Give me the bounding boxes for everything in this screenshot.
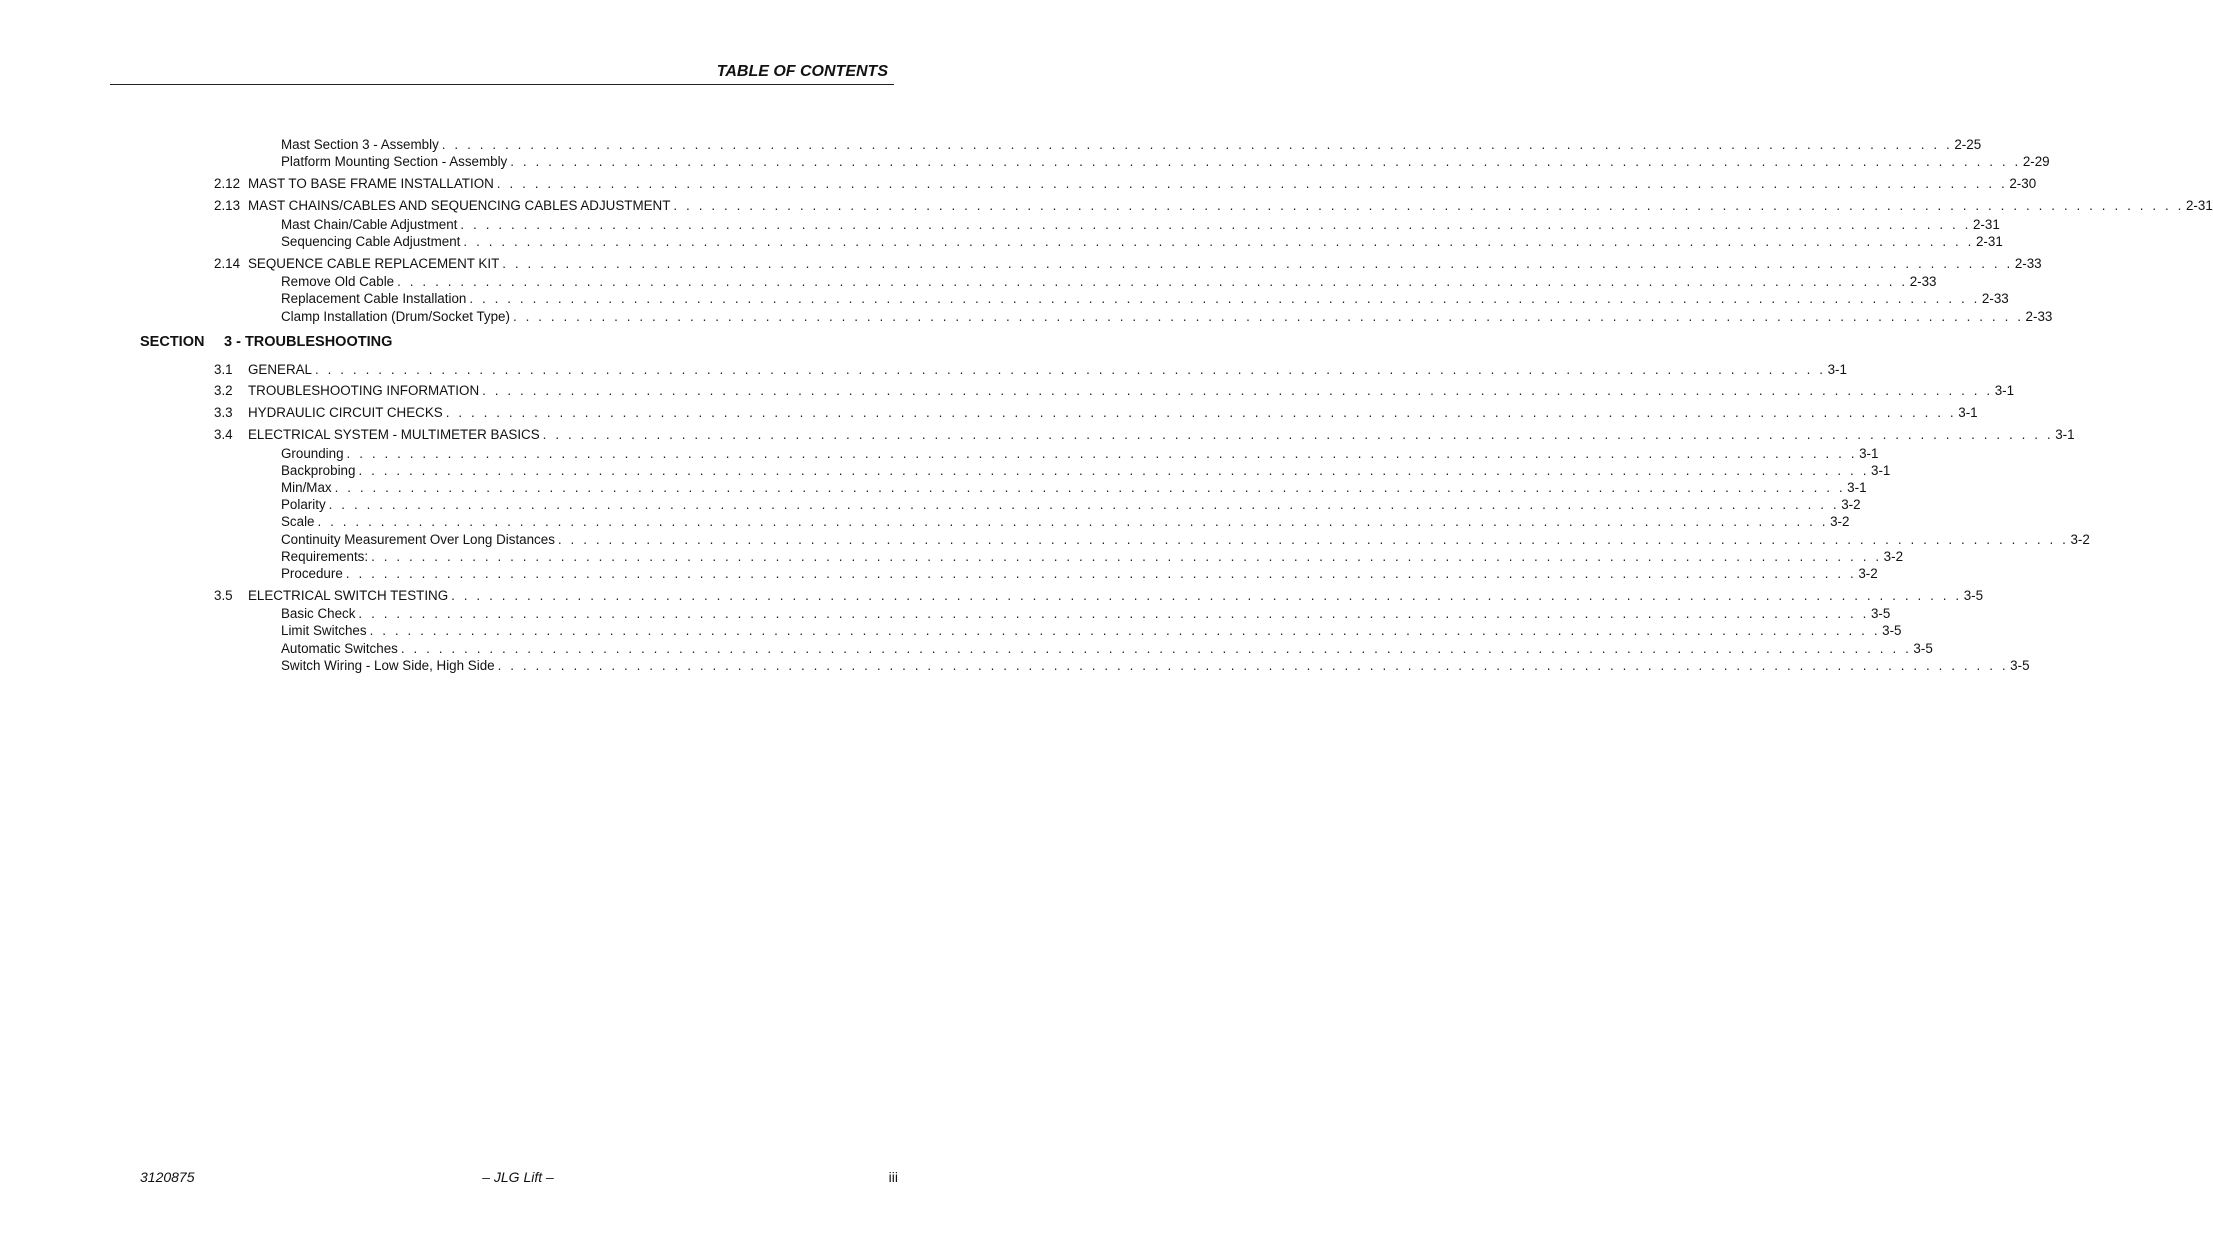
toc-entry-label: Basic Check (281, 606, 356, 621)
footer-page-number: iii (888, 1169, 898, 1185)
toc-entry-page: 3-2 (1830, 514, 1850, 529)
toc-entry-page: 3-2 (2070, 532, 2090, 547)
toc-entry-label: Remove Old Cable (281, 274, 395, 289)
dot-leader: . . . . . . . . . . . . . . . . . . . . . . . . . . . . . . . . . . . . . . . . . . . . . . . . . . . . . . . . . . . . . . . . . . . . . . . . . . . . . . . . . . . . . . . . . . . . . . . . . . . . . . . . . . . . . . . . . . . . . . . . (482, 383, 1993, 398)
toc-entry-label: Procedure (281, 566, 343, 581)
toc-entry (281, 566, 1878, 582)
toc-entry-label: Grounding (281, 446, 344, 461)
toc-entry-page: 3-1 (1847, 480, 1867, 495)
dot-leader: . . . . . . . . . . . . . . . . . . . . . . . . . . . . . . . . . . . . . . . . . . . . . . . . . . . . . . . . . . . . . . . . . . . . . . . . . . . . . . . . . . . . . . . . . . . . . . . . . . . . . . . . . . . . . . . . . . . . . . . . (557, 532, 2069, 547)
toc-entry-label: MAST CHAINS/CABLES AND SEQUENCING CABLES ADJUSTMENT (248, 198, 671, 213)
toc-entry-label: Mast Chain/Cable Adjustment (281, 217, 458, 232)
toc-entry (281, 658, 2030, 674)
toc-entry-number: 2.13 (214, 198, 241, 213)
dot-leader: . . . . . . . . . . . . . . . . . . . . . . . . . . . . . . . . . . . . . . . . . . . . . . . . . . . . . . . . . . . . . . . . . . . . . . . . . . . . . . . . . . . . . . . . . . . . . . . . . . . . . . . . . . . . . . . . . . . . . . . . (451, 588, 1962, 603)
dot-leader: . . . . . . . . . . . . . . . . . . . . . . . . . . . . . . . . . . . . . . . . . . . . . . . . . . . . . . . . . . . . . . . . . . . . . . . . . . . . . . . . . . . . . . . . . . . . . . . . . . . . . . . . . . . . . . . . . . . . . . . . (445, 405, 1957, 420)
toc-entry-page: 3-1 (1871, 463, 1891, 478)
dot-leader: . . . . . . . . . . . . . . . . . . . . . . . . . . . . . . . . . . . . . . . . . . . . . . . . . . . . . . . . . . . . . . . . . . . . . . . . . . . . . . . . . . . . . . . . . . . . . . . . . . . . . . . . . . . . . . . . . . . . . . . . (460, 217, 1971, 232)
toc-entry-page: 2-33 (1909, 274, 1937, 289)
toc-entry-page: 3-5 (1882, 623, 1902, 638)
header-divider (110, 84, 894, 85)
dot-leader: . . . . . . . . . . . . . . . . . . . . . . . . . . . . . . . . . . . . . . . . . . . . . . . . . . . . . . . . . . . . . . . . . . . . . . . . . . . . . . . . . . . . . . . . . . . . . . . . . . . . . . . . . . . . . . . . . . . . . . . . (441, 137, 1953, 152)
toc-entry (281, 480, 1867, 496)
toc-entry-page: 3-1 (1827, 362, 1847, 377)
toc-entry-label: HYDRAULIC CIRCUIT CHECKS (248, 405, 443, 420)
toc-entry (281, 309, 2053, 325)
toc-entry-label: ELECTRICAL SWITCH TESTING (248, 588, 449, 603)
dot-leader: . . . . . . . . . . . . . . . . . . . . . . . . . . . . . . . . . . . . . . . . . . . . . . . . . . . . . . . . . . . . . . . . . . . . . . . . . . . . . . . . . . . . . . . . . . . . . . . . . . . . . . . . . . . . . . . . . . . . . . . . (317, 514, 1829, 529)
dot-leader: . . . . . . . . . . . . . . . . . . . . . . . . . . . . . . . . . . . . . . . . . . . . . . . . . . . . . . . . . . . . . . . . . . . . . . . . . . . . . . . . . . . . . . . . . . . . . . . . . . . . . . . . . . . . . . . . . . . . . . . . (334, 480, 1846, 495)
toc-entry-label: Replacement Cable Installation (281, 291, 467, 306)
toc-entry (281, 274, 1937, 290)
dot-leader: . . . . . . . . . . . . . . . . . . . . . . . . . . . . . . . . . . . . . . . . . . . . . . . . . . . . . . . . . . . . . . . . . . . . . . . . . . . . . . . . . . . . . . . . . . . . . . . . . . . . . . . . . . . . . . . . . . . . . . . . (542, 427, 2054, 442)
dot-leader: . . . . . . . . . . . . . . . . . . . . . . . . . . . . . . . . . . . . . . . . . . . . . . . . . . . . . . . . . . . . . . . . . . . . . . . . . . . . . . . . . . . . . . . . . . . . . . . . . . . . . . . . . . . . . . . . . . . . . . . . (358, 606, 1869, 621)
toc-entry-label: Continuity Measurement Over Long Distances (281, 532, 555, 547)
toc-entry-number: 3.4 (214, 427, 233, 442)
dot-leader: . . . . . . . . . . . . . . . . . . . . . . . . . . . . . . . . . . . . . . . . . . . . . . . . . . . . . . . . . . . . . . . . . . . . . . . . . . . . . . . . . . . . . . . . . . . . . . . . . . . . . . . . . . . . . . . . . . . . . . . . (345, 566, 1857, 581)
toc-entry-label: ELECTRICAL SYSTEM - MULTIMETER BASICS (248, 427, 540, 442)
toc-entry (214, 405, 1978, 421)
toc-entry (281, 446, 1879, 462)
toc-entry-page: 2-33 (2025, 309, 2053, 324)
toc-entry-number: 3.1 (214, 362, 233, 377)
toc-entry-page: 2-33 (1981, 291, 2009, 306)
toc-entry-page: 2-31 (2185, 198, 2213, 213)
toc-entry-label: Min/Max (281, 480, 332, 495)
toc-entry-page: 3-5 (1913, 641, 1933, 656)
toc-entry-label: GENERAL (248, 362, 312, 377)
toc-entry-number: 3.2 (214, 383, 233, 398)
footer-brand: – JLG Lift – (482, 1169, 554, 1185)
dot-leader: . . . . . . . . . . . . . . . . . . . . . . . . . . . . . . . . . . . . . . . . . . . . . . . . . . . . . . . . . . . . . . . . . . . . . . . . . . . . . . . . . . . . . . . . . . . . . . . . . . . . . . . . . . . . . . . . . . . . . . . . (358, 463, 1870, 478)
footer-doc-number: 3120875 (140, 1169, 195, 1185)
dot-leader: . . . . . . . . . . . . . . . . . . . . . . . . . . . . . . . . . . . . . . . . . . . . . . . . . . . . . . . . . . . . . . . . . . . . . . . . . . . . . . . . . . . . . . . . . . . . . . . . . . . . . . . . . . . . . . . . . . . . . . . . (328, 497, 1840, 512)
section-title: 3 - TROUBLESHOOTING (224, 334, 393, 350)
toc-entry (214, 588, 1984, 604)
toc-entry-page: 2-25 (1954, 137, 1982, 152)
toc-entry-page: 2-33 (2014, 256, 2042, 271)
toc-entry (281, 514, 1850, 530)
toc-entry-page: 2-31 (1975, 234, 2003, 249)
toc-entry-label: Platform Mounting Section - Assembly (281, 154, 508, 169)
toc-entry-page: 2-30 (2009, 176, 2037, 191)
toc-entry-page: 2-31 (1972, 217, 2000, 232)
toc-entry-label: Polarity (281, 497, 326, 512)
toc-entry-number: 2.12 (214, 176, 241, 191)
page-title: TABLE OF CONTENTS (716, 63, 888, 80)
toc-entry-page: 3-1 (2055, 427, 2075, 442)
dot-leader: . . . . . . . . . . . . . . . . . . . . . . . . . . . . . . . . . . . . . . . . . . . . . . . . . . . . . . . . . . . . . . . . . . . . . . . . . . . . . . . . . . . . . . . . . . . . . . . . . . . . . . . . . . . . . . . . . . . . . . . . (497, 658, 2009, 673)
toc-entry (281, 641, 1933, 657)
dot-leader: . . . . . . . . . . . . . . . . . . . . . . . . . . . . . . . . . . . . . . . . . . . . . . . . . . . . . . . . . . . . . . . . . . . . . . . . . . . . . . . . . . . . . . . . . . . . . . . . . . . . . . . . . . . . . . . . . . . . . . . . (463, 234, 1974, 249)
toc-entry-page: 2-29 (2022, 154, 2050, 169)
toc-entry (281, 606, 1891, 622)
dot-leader: . . . . . . . . . . . . . . . . . . . . . . . . . . . . . . . . . . . . . . . . . . . . . . . . . . . . . . . . . . . . . . . . . . . . . . . . . . . . . . . . . . . . . . . . . . . . . . . . . . . . . . . . . . . . . . . . . . . . . . . . (400, 641, 1912, 656)
dot-leader: . . . . . . . . . . . . . . . . . . . . . . . . . . . . . . . . . . . . . . . . . . . . . . . . . . . . . . . . . . . . . . . . . . . . . . . . . . . . . . . . . . . . . . . . . . . . . . . . . . . . . . . . . . . . . . . . . . . . . . . . (371, 549, 1882, 564)
toc-entry-label: Scale (281, 514, 315, 529)
dot-leader: . . . . . . . . . . . . . . . . . . . . . . . . . . . . . . . . . . . . . . . . . . . . . . . . . . . . . . . . . . . . . . . . . . . . . . . . . . . . . . . . . . . . . . . . . . . . . . . . . . . . . . . . . . . . . . . . . . . . . . . . (315, 362, 1826, 377)
toc-entry (281, 137, 1982, 153)
toc-entry (214, 362, 1847, 378)
toc-entry (281, 532, 2090, 548)
toc-entry-page: 3-1 (1958, 405, 1978, 420)
toc-entry (281, 549, 1904, 565)
dot-leader: . . . . . . . . . . . . . . . . . . . . . . . . . . . . . . . . . . . . . . . . . . . . . . . . . . . . . . . . . . . . . . . . . . . . . . . . . . . . . . . . . . . . . . . . . . . . . . . . . . . . . . . . . . . . . . . . . . . . . . . . (369, 623, 1881, 638)
toc-entry-label: Mast Section 3 - Assembly (281, 137, 439, 152)
section-word: SECTION (140, 334, 205, 350)
toc-entry-page: 3-5 (2010, 658, 2030, 673)
toc-entry-label: Switch Wiring - Low Side, High Side (281, 658, 495, 673)
toc-entry-number: 3.3 (214, 405, 233, 420)
toc-entry-label: Requirements: (281, 549, 369, 564)
toc-entry-label: MAST TO BASE FRAME INSTALLATION (248, 176, 494, 191)
dot-leader: . . . . . . . . . . . . . . . . . . . . . . . . . . . . . . . . . . . . . . . . . . . . . . . . . . . . . . . . . . . . . . . . . . . . . . . . . . . . . . . . . . . . . . . . . . . . . . . . . . . . . . . . . . . . . . . . . . . . . . . . (346, 446, 1858, 461)
toc-entry-label: Backprobing (281, 463, 356, 478)
dot-leader: . . . . . . . . . . . . . . . . . . . . . . . . . . . . . . . . . . . . . . . . . . . . . . . . . . . . . . . . . . . . . . . . . . . . . . . . . . . . . . . . . . . . . . . . . . . . . . . . . . . . . . . . . . . . . . . . . . . . . . . . (673, 198, 2184, 213)
toc-entry (214, 256, 2042, 272)
toc-entry-page: 3-2 (1883, 549, 1904, 564)
toc-entry (281, 497, 1861, 513)
dot-leader: . . . . . . . . . . . . . . . . . . . . . . . . . . . . . . . . . . . . . . . . . . . . . . . . . . . . . . . . . . . . . . . . . . . . . . . . . . . . . . . . . . . . . . . . . . . . . . . . . . . . . . . . . . . . . . . . . . . . . . . . (397, 274, 1908, 289)
toc-entry-label: Limit Switches (281, 623, 367, 638)
toc-entry (281, 291, 2009, 307)
toc-entry-label: Clamp Installation (Drum/Socket Type) (281, 309, 510, 324)
toc-entry-page: 3-2 (1841, 497, 1861, 512)
dot-leader: . . . . . . . . . . . . . . . . . . . . . . . . . . . . . . . . . . . . . . . . . . . . . . . . . . . . . . . . . . . . . . . . . . . . . . . . . . . . . . . . . . . . . . . . . . . . . . . . . . . . . . . . . . . . . . . . . . . . . . . . (496, 176, 2008, 191)
toc-entry (214, 383, 2015, 399)
dot-leader: . . . . . . . . . . . . . . . . . . . . . . . . . . . . . . . . . . . . . . . . . . . . . . . . . . . . . . . . . . . . . . . . . . . . . . . . . . . . . . . . . . . . . . . . . . . . . . . . . . . . . . . . . . . . . . . . . . . . . . . . (512, 309, 2024, 324)
toc-entry (214, 427, 2075, 443)
toc-entry-page: 3-1 (1994, 383, 2015, 398)
toc-entry (281, 154, 2050, 170)
toc-entry (281, 463, 1891, 479)
section-heading (140, 334, 392, 350)
toc-entry (281, 623, 1902, 639)
toc-entry (281, 217, 2000, 233)
toc-entry (281, 234, 2003, 250)
toc-entry-number: 2.14 (214, 256, 241, 271)
toc-entry-page: 3-2 (1858, 566, 1878, 581)
toc-entry-label: Automatic Switches (281, 641, 398, 656)
toc-entry-label: TROUBLESHOOTING INFORMATION (248, 383, 480, 398)
toc-entry-number: 3.5 (214, 588, 233, 603)
toc-entry-page: 3-1 (1859, 446, 1879, 461)
toc-entry-page: 3-5 (1870, 606, 1891, 621)
toc-entry-page: 3-5 (1963, 588, 1984, 603)
toc-entry-label: Sequencing Cable Adjustment (281, 234, 461, 249)
toc-entry (214, 176, 2037, 192)
dot-leader: . . . . . . . . . . . . . . . . . . . . . . . . . . . . . . . . . . . . . . . . . . . . . . . . . . . . . . . . . . . . . . . . . . . . . . . . . . . . . . . . . . . . . . . . . . . . . . . . . . . . . . . . . . . . . . . . . . . . . . . . (502, 256, 2013, 271)
dot-leader: . . . . . . . . . . . . . . . . . . . . . . . . . . . . . . . . . . . . . . . . . . . . . . . . . . . . . . . . . . . . . . . . . . . . . . . . . . . . . . . . . . . . . . . . . . . . . . . . . . . . . . . . . . . . . . . . . . . . . . . . (469, 291, 1980, 306)
dot-leader: . . . . . . . . . . . . . . . . . . . . . . . . . . . . . . . . . . . . . . . . . . . . . . . . . . . . . . . . . . . . . . . . . . . . . . . . . . . . . . . . . . . . . . . . . . . . . . . . . . . . . . . . . . . . . . . . . . . . . . . . (510, 154, 2021, 169)
toc-entry-label: SEQUENCE CABLE REPLACEMENT KIT (248, 256, 500, 271)
toc-entry (214, 198, 2213, 214)
